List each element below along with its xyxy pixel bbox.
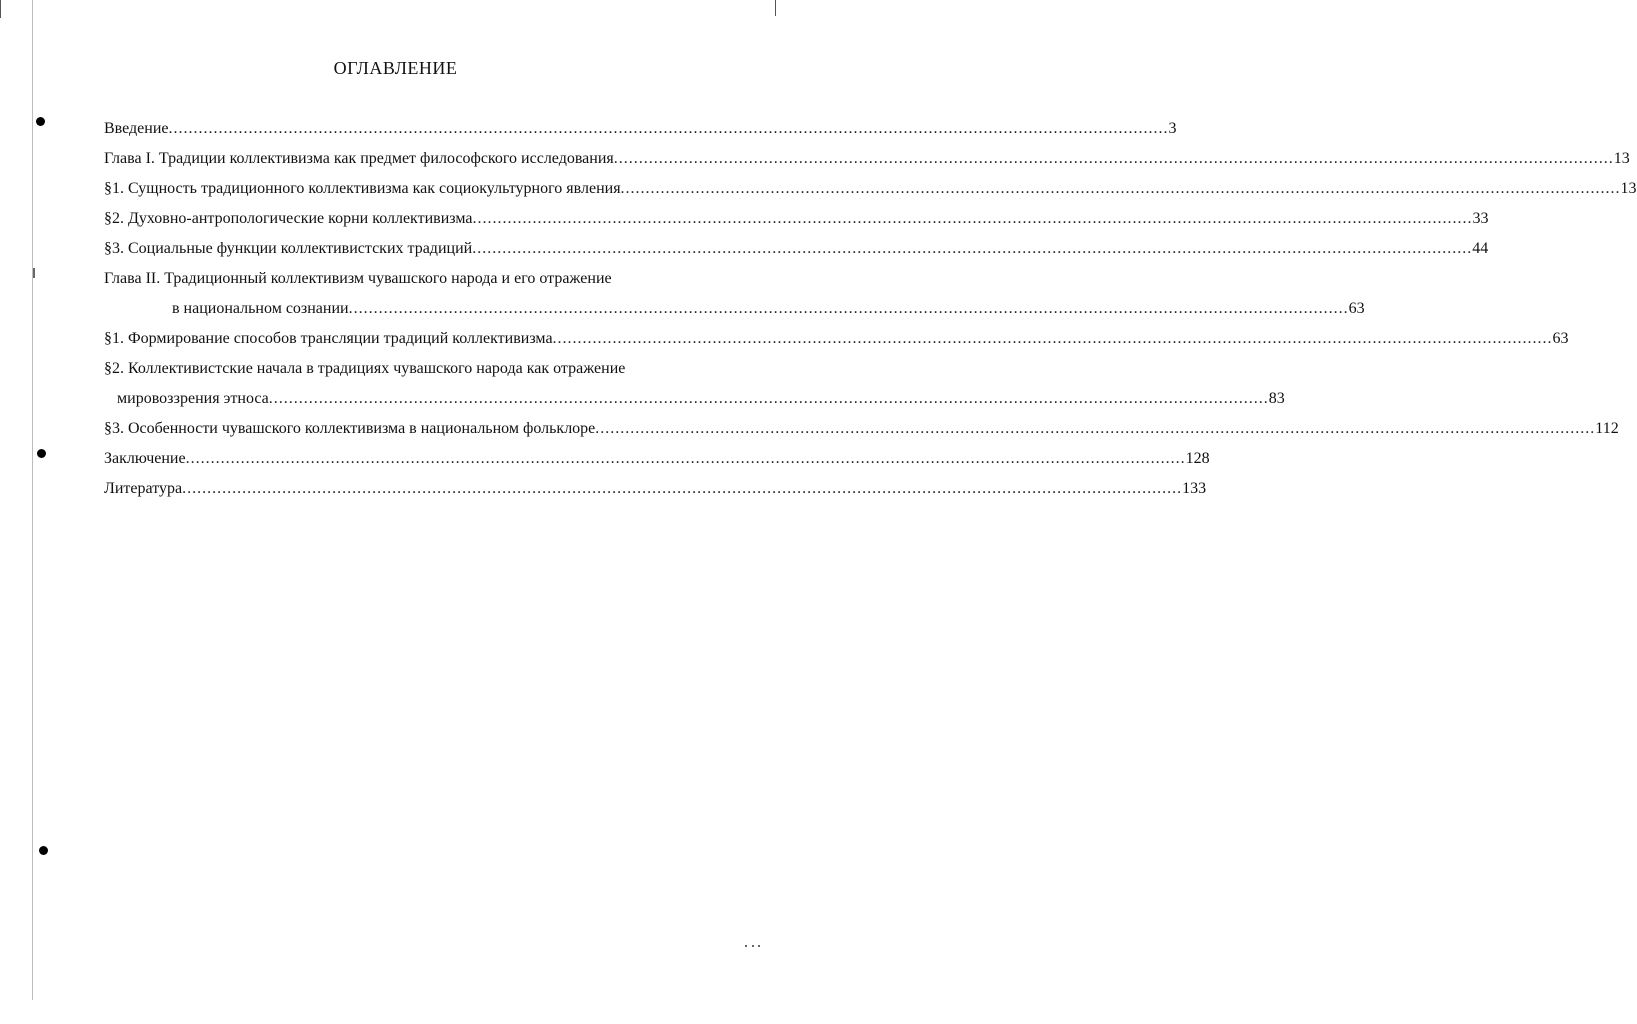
toc-page-number: 13	[1620, 180, 1637, 197]
corner-mark	[775, 0, 776, 16]
toc-entry-section-1-1	[104, 174, 1637, 204]
toc-page-number: 33	[1472, 210, 1489, 227]
dot-leader: ........................................................................................................................................................................................................	[472, 240, 1473, 257]
toc-entry-section-1-3	[104, 234, 1489, 264]
scan-speck	[33, 268, 35, 278]
scan-speck	[758, 945, 760, 947]
toc-entry-section-1-2	[104, 204, 1489, 234]
page-title: ОГЛАВЛЕНИЕ	[333, 58, 458, 78]
toc-label: §1. Формирование способов трансляции традиций коллективизма	[104, 330, 553, 347]
toc-label: в национальном сознании	[172, 300, 349, 317]
toc-entry-section-2-3	[104, 414, 1619, 444]
dot-leader: ........................................................................................................................................................................................................	[268, 390, 1269, 407]
dot-leader: ........................................................................................................................................................................................................	[182, 480, 1183, 497]
dot-leader: ........................................................................................................................................................................................................	[552, 330, 1553, 347]
toc-entry-chapter-2	[104, 264, 704, 294]
toc-label: §1. Сущность традиционного коллективизма как социокультурного явления	[104, 180, 621, 197]
toc-entry-bibliography	[104, 474, 1207, 504]
toc-label: §3. Социальные функции коллективистских традиций	[104, 240, 473, 257]
toc-label: Литература	[104, 480, 183, 497]
toc-label: Заключение	[104, 450, 186, 467]
toc-label: Глава I. Традиции коллективизма как предмет философского исследования	[104, 150, 614, 167]
toc-label: мировоззрения этноса	[117, 390, 269, 407]
toc-label: Глава II. Традиционный коллективизм чувашского народа и его отражение	[104, 270, 612, 287]
toc-entry-chapter-1	[104, 144, 1630, 174]
toc-page-number: 3	[1168, 120, 1177, 137]
dot-leader: ........................................................................................................................................................................................................	[472, 210, 1473, 227]
dot-leader: ........................................................................................................................................................................................................	[348, 300, 1349, 317]
toc-entry-section-2-2-continued	[104, 384, 1285, 414]
corner-mark	[0, 0, 1, 18]
toc-label: §2. Коллективистские начала в традициях чувашского народа как отражение	[104, 360, 626, 377]
toc-page-number: 13	[1613, 150, 1630, 167]
toc-label: §3. Особенности чувашского коллективизма в национальном фольклоре	[104, 420, 596, 437]
toc-label: §2. Духовно-антропологические корни коллективизма	[104, 210, 473, 227]
punch-hole	[37, 449, 46, 458]
dot-leader: ........................................................................................................................................................................................................	[613, 150, 1614, 167]
dot-leader: ........................................................................................................................................................................................................	[620, 180, 1621, 197]
toc-page-number: 133	[1182, 480, 1207, 497]
toc-page-number: 128	[1185, 450, 1210, 467]
binding-edge-line	[32, 0, 33, 1000]
dot-leader: ........................................................................................................................................................................................................	[185, 450, 1186, 467]
toc-entry-conclusion	[104, 444, 1210, 474]
toc-page-number: 63	[1552, 330, 1569, 347]
toc-page-number: 83	[1268, 390, 1285, 407]
scan-speck	[745, 945, 747, 947]
dot-leader: ........................................................................................................................................................................................................	[168, 120, 1169, 137]
toc-page-number: 44	[1472, 240, 1489, 257]
toc-entry-chapter-2-continued	[104, 294, 1365, 324]
toc-label: Введение	[104, 120, 169, 137]
dot-leader: ........................................................................................................................................................................................................	[595, 420, 1596, 437]
toc-page-number: 112	[1595, 420, 1619, 437]
toc-entry-section-2-2	[104, 354, 704, 384]
toc-entry-introduction	[104, 114, 1177, 144]
toc-page-number: 63	[1348, 300, 1365, 317]
toc-entry-section-2-1	[104, 324, 1569, 354]
punch-hole	[39, 846, 48, 855]
scan-speck	[752, 945, 754, 947]
table-of-contents	[104, 114, 1637, 504]
punch-hole	[36, 117, 45, 126]
